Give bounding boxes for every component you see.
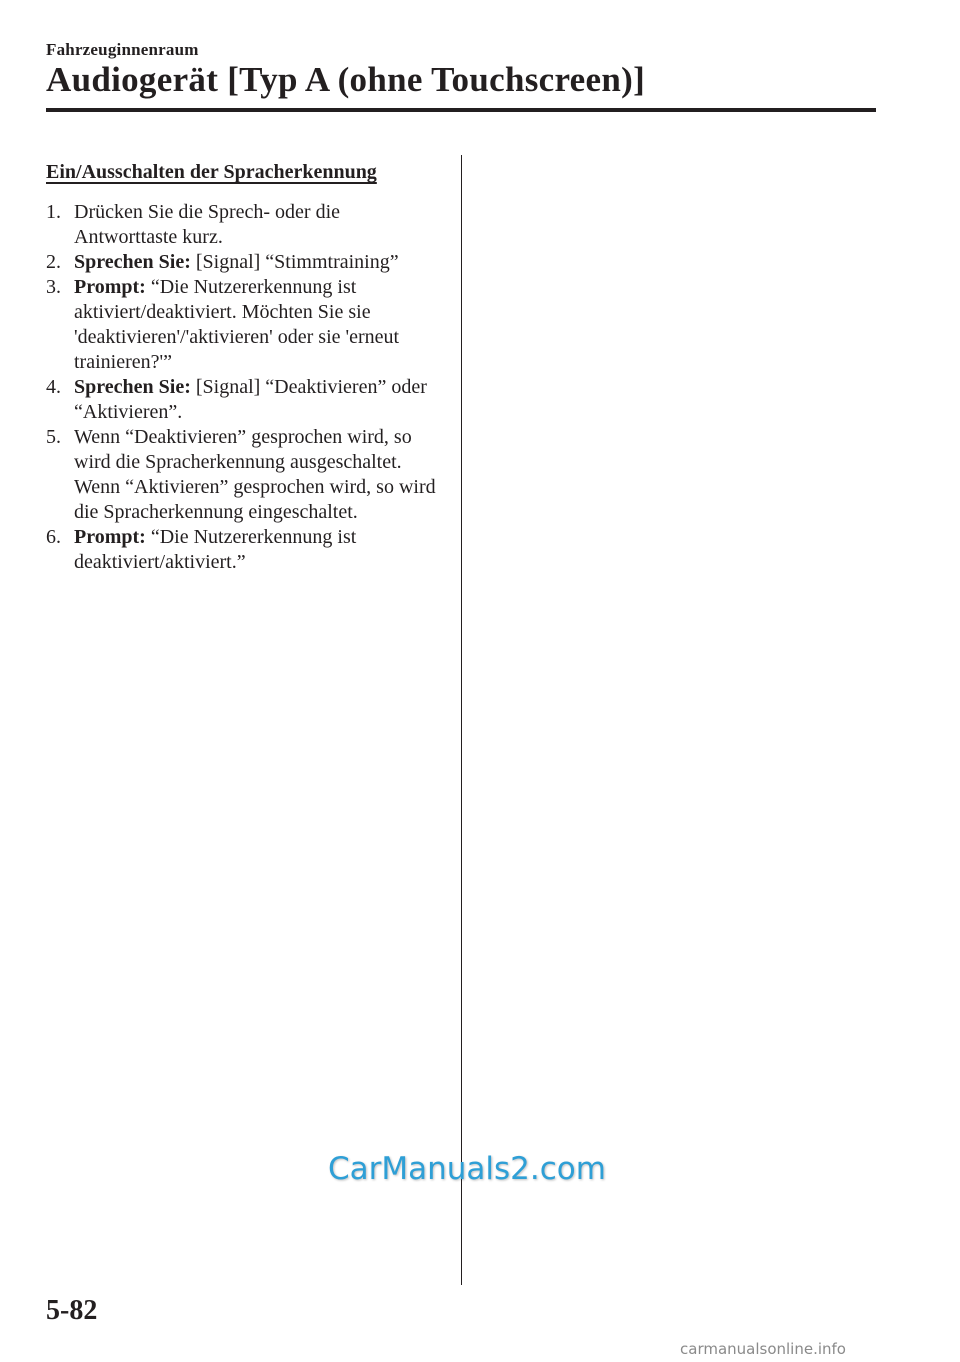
step-label: Sprechen Sie: (74, 251, 191, 273)
step-number: 2. (46, 251, 61, 273)
step-number: 5. (46, 426, 61, 448)
step-content: “Die Nutzererkennung ist aktiviert/deaktiviert. Möchten Sie sie 'deaktivieren'/'aktivieren' oder sie 'erneut trainieren?'” (74, 276, 400, 373)
step-text (74, 525, 441, 575)
list-item (46, 425, 441, 525)
list-item (46, 200, 441, 250)
title-divider (46, 108, 876, 112)
list-item (46, 525, 441, 575)
step-text (74, 250, 441, 275)
step-content: [Signal] “Deaktivieren” oder “Aktivieren”. (74, 376, 427, 423)
step-text (74, 375, 441, 425)
section-label: Fahrzeuginnenraum (46, 40, 199, 59)
step-number: 3. (46, 276, 61, 298)
footer-site-link[interactable]: carmanualsonline.info (680, 1340, 846, 1358)
step-number: 1. (46, 201, 61, 223)
page-number: 5-82 (46, 1295, 98, 1326)
step-label: Prompt: (74, 276, 146, 298)
step-content: [Signal] “Stimmtraining” (195, 251, 399, 273)
step-number: 6. (46, 526, 61, 548)
list-item (46, 275, 441, 375)
content-column (46, 158, 441, 575)
step-text: Drücken Sie die Sprech- oder die Antworttaste kurz. (74, 201, 341, 248)
step-text (74, 425, 441, 525)
list-item (46, 375, 441, 425)
step-content: Wenn “Deaktivieren” gesprochen wird, so wird die Spracherkennung ausgeschaltet. (74, 426, 412, 473)
list-item (46, 250, 441, 275)
step-number: 4. (46, 376, 61, 398)
column-divider (461, 155, 462, 1285)
step-list (46, 200, 441, 575)
step-content-alt: Wenn “Aktivieren” gesprochen wird, so wird die Spracherkennung eingeschaltet. (74, 476, 436, 523)
watermark: CarManuals2.com (328, 1151, 606, 1187)
step-content: “Die Nutzererkennung ist deaktiviert/aktiviert.” (74, 526, 357, 573)
step-label: Sprechen Sie: (74, 376, 191, 398)
page-title: Audiogerät [Typ A (ohne Touchscreen)] (46, 60, 646, 99)
step-text (74, 275, 441, 375)
subsection-heading: Ein/Ausschalten der Spracherkennung (46, 161, 377, 183)
step-label: Prompt: (74, 526, 146, 548)
